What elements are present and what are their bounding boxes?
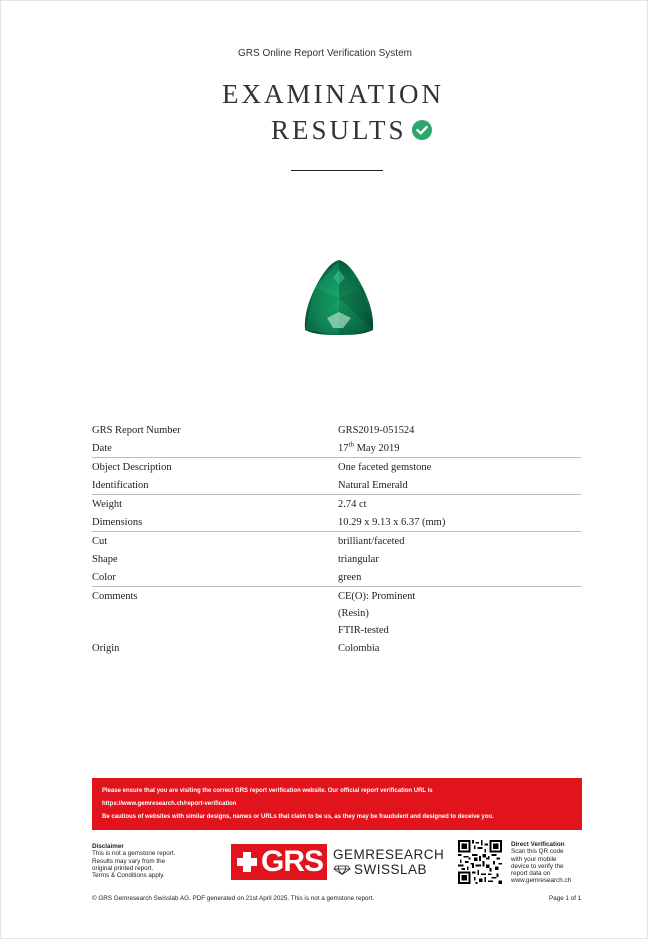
verification-line: Scan this QR code bbox=[511, 848, 564, 856]
row-identification bbox=[92, 476, 581, 494]
value-object-description: One faceted gemstone bbox=[338, 461, 432, 473]
label-identification: Identification bbox=[92, 479, 149, 491]
label-weight: Weight bbox=[92, 498, 123, 510]
grs-logo-text: GRS bbox=[261, 845, 324, 878]
title-underline bbox=[291, 170, 383, 171]
disclaimer-title: Disclaimer bbox=[92, 843, 124, 850]
comment-line: (Resin) bbox=[338, 608, 369, 619]
row-date bbox=[92, 439, 581, 457]
verification-line: report data on bbox=[511, 870, 551, 878]
phishing-warning-banner bbox=[92, 778, 582, 830]
row-weight bbox=[92, 495, 581, 513]
logo-word-gemresearch: GEMRESEARCH bbox=[333, 847, 445, 862]
comment-line: FTIR-tested bbox=[338, 625, 389, 636]
row-comments bbox=[92, 587, 581, 639]
direct-verification bbox=[511, 841, 591, 885]
value-date: 17th May 2019 bbox=[338, 440, 400, 454]
value-color: green bbox=[338, 571, 362, 583]
disclaimer-line: This is not a gemstone report. bbox=[92, 850, 176, 858]
label-dimensions: Dimensions bbox=[92, 516, 143, 528]
label-origin: Origin bbox=[92, 642, 120, 654]
row-object-description bbox=[92, 458, 581, 476]
value-report-number: GRS2019-051524 bbox=[338, 424, 415, 436]
value-identification: Natural Emerald bbox=[338, 479, 408, 491]
label-comments: Comments bbox=[92, 591, 138, 602]
page-number: Page 1 of 1 bbox=[549, 895, 582, 902]
row-shape bbox=[92, 550, 581, 568]
grs-logo bbox=[231, 844, 444, 880]
label-date: Date bbox=[92, 442, 112, 454]
value-cut: brilliant/faceted bbox=[338, 535, 405, 547]
verification-line: device to verify the bbox=[511, 862, 564, 870]
logo-word-swisslab: SWISSLAB bbox=[354, 862, 428, 877]
warning-url-link[interactable]: https://www.gemresearch.ch/report-verification bbox=[102, 801, 237, 807]
row-origin bbox=[92, 639, 581, 657]
value-shape: triangular bbox=[338, 553, 379, 565]
verification-line: with your mobile bbox=[511, 855, 557, 863]
row-dimensions bbox=[92, 513, 581, 531]
label-cut: Cut bbox=[92, 535, 108, 547]
title-results: RESULTS bbox=[271, 115, 407, 145]
row-color bbox=[92, 568, 581, 586]
footer-copyright: © GRS Gemresearch Swisslab AG. PDF generated on 21st April 2025. This is not a gemstone report. bbox=[92, 895, 375, 902]
swiss-cross-icon bbox=[236, 851, 258, 873]
label-report-number: GRS Report Number bbox=[92, 424, 181, 436]
title-examination: EXAMINATION bbox=[222, 79, 444, 109]
examination-table bbox=[92, 421, 581, 657]
disclaimer-line: Terms & Conditions apply. bbox=[92, 872, 165, 880]
verification-url-link[interactable]: www.gemresearch.ch bbox=[511, 877, 572, 885]
warning-line: Please ensure that you are visiting the correct GRS report verification website. Our official report verification URL is bbox=[102, 788, 433, 794]
value-comments bbox=[338, 588, 581, 639]
emerald-image bbox=[303, 258, 375, 336]
diamond-icon bbox=[333, 865, 351, 875]
verification-title: Direct Verification bbox=[511, 841, 565, 848]
row-cut bbox=[92, 532, 581, 550]
comment-line: CE(O): Prominent bbox=[338, 591, 416, 602]
label-object-description: Object Description bbox=[92, 461, 172, 473]
disclaimer-line: Results may vary from the bbox=[92, 857, 166, 865]
value-dimensions: 10.29 x 9.13 x 6.37 (mm) bbox=[338, 516, 446, 528]
warning-line: Be cautious of websites with similar designs, names or URLs that claim to be us, as they may be fraudulent and designed to deceive you. bbox=[102, 814, 494, 820]
label-shape: Shape bbox=[92, 553, 118, 565]
label-color: Color bbox=[92, 571, 116, 583]
check-circle-icon bbox=[412, 120, 432, 140]
value-origin: Colombia bbox=[338, 642, 380, 654]
row-report-number bbox=[92, 421, 581, 439]
disclaimer-line: original printed report. bbox=[92, 864, 154, 872]
qr-code[interactable] bbox=[458, 840, 502, 884]
grs-logo-words bbox=[333, 847, 444, 877]
value-weight: 2.74 ct bbox=[338, 498, 367, 510]
disclaimer bbox=[92, 843, 202, 879]
grs-logo-mark bbox=[231, 844, 327, 880]
system-title: GRS Online Report Verification System bbox=[238, 48, 412, 59]
